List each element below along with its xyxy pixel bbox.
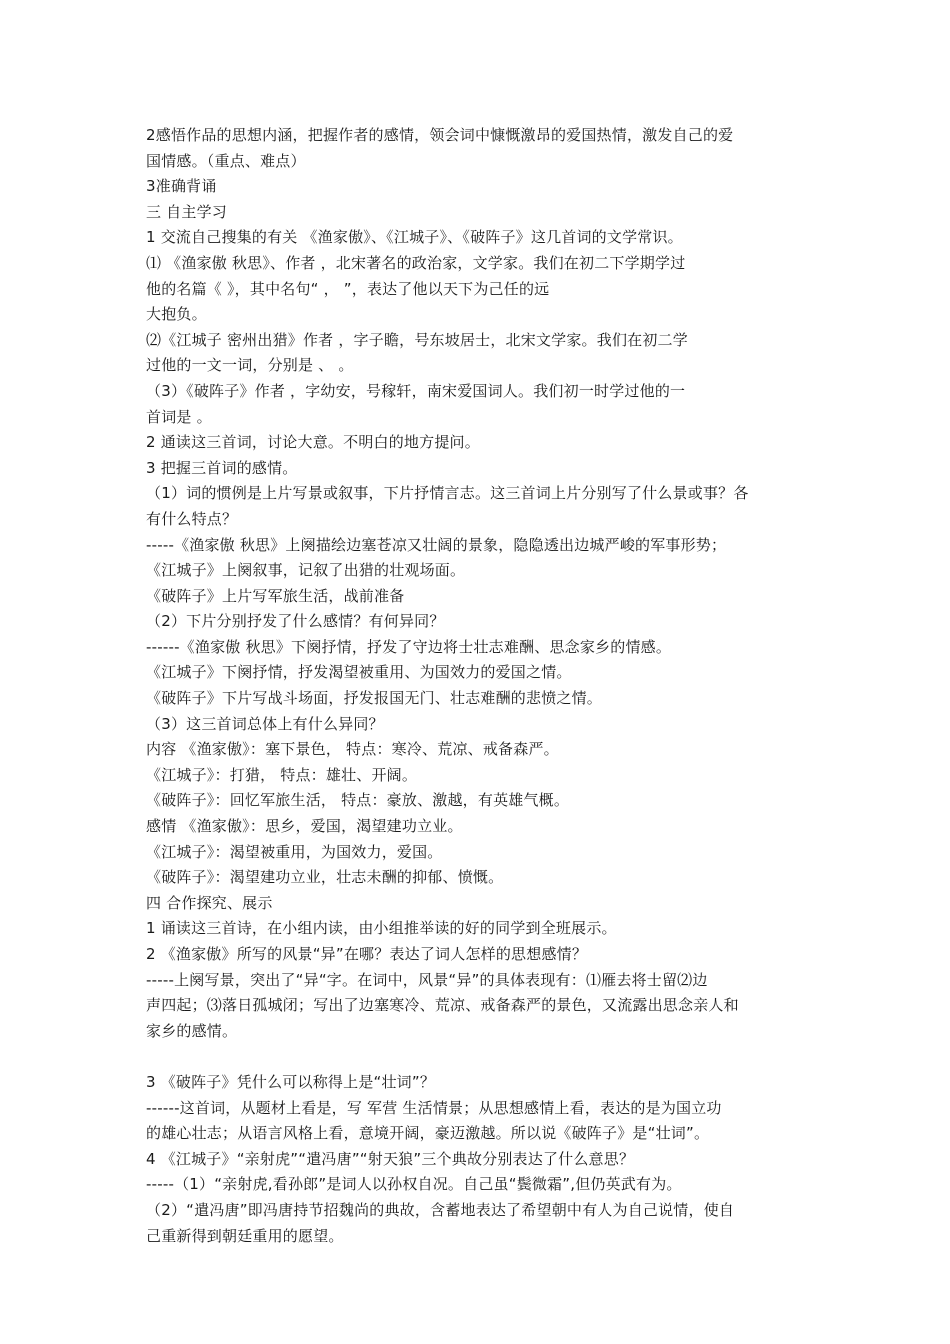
text-line: 过他的一文一词，分别是 、 。 — [146, 356, 354, 375]
text-line: 3准确背诵 — [146, 177, 217, 196]
text-line: （2）“遣冯唐”即冯唐持节招魏尚的典故，含蓄地表达了希望朝中有人为自己说情，使自 — [146, 1200, 735, 1219]
text-line: （3）《破阵子》作者 ，字幼安，号稼轩，南宋爱国词人。我们初一时学过他的一 — [146, 381, 686, 400]
text-line: 《破阵子》下片写战斗场面，抒发报国无门、壮志难酬的悲愤之情。 — [146, 689, 603, 708]
text-line: 2感悟作品的思想内涵，把握作者的感情，领会词中慷慨激昂的爱国热情，激发自己的爱 — [146, 126, 734, 144]
text-line: 首词是 。 — [146, 407, 212, 426]
text-line: 《江城子》下阕抒情，抒发渴望被重用、为国效力的爱国之情。 — [146, 663, 572, 682]
text-line: 《破阵子》：渴望建功立业，壮志未酬的抑郁、愤慨。 — [146, 868, 504, 887]
text-line: 2 《渔家傲》所写的风景“异”在哪？表达了词人怎样的思想感情？ — [146, 945, 588, 963]
text-line — [146, 1044, 810, 1070]
text-line: 国情感。（重点、难点） — [146, 151, 306, 170]
text-line: 三 自主学习 — [146, 202, 227, 221]
text-line: 大抱负。 — [146, 305, 207, 324]
text-line: 1 交流自己搜集的有关 《渔家傲》、《江城子》、《破阵子》这几首词的文学常识。 — [146, 228, 683, 247]
text-line: 他的名篇《 》，其中名句“ ， ”，表达了他以天下为己任的远 — [146, 279, 550, 298]
text-line: 家乡的感情。 — [146, 1021, 238, 1040]
text-line: 内容 《渔家傲》：塞下景色， 特点：寒冷、荒凉、戒备森严。 — [146, 740, 559, 759]
text-line: -----（1）“亲射虎,看孙郎”是词人以孙权自况。自己虽“鬓微霜”,但仍英武有为。 — [146, 1175, 682, 1194]
text-line: 《江城子》：打猎， 特点：雄壮、开阔。 — [146, 765, 418, 784]
text-line: ------《渔家傲 秋思》下阕抒情，抒发了守边将士壮志难酬、思念家乡的情感。 — [146, 637, 672, 656]
text-line: 3 把握三首词的感情。 — [146, 458, 298, 477]
text-line: 3 《破阵子》凭什么可以称得上是“壮词”？ — [146, 1072, 436, 1091]
text-line: （2）下片分别抒发了什么感情？有何异同？ — [146, 612, 445, 631]
text-line: 四 合作探究、展示 — [146, 893, 273, 912]
text-line: 《破阵子》：回忆军旅生活， 特点：豪放、激越，有英雄气概。 — [146, 791, 570, 810]
text-line: 的雄心壮志；从语言风格上看，意境开阔，豪迈激越。所以说《破阵子》是“壮词”。 — [146, 1124, 710, 1143]
text-line: 1 诵读这三首诗，在小组内读，由小组推举读的好的同学到全班展示。 — [146, 919, 617, 938]
text-line: 声四起；⑶落日孤城闭；写出了边塞寒冷、荒凉、戒备森严的景色，又流露出思念亲人和 — [146, 996, 739, 1015]
text-line: 《破阵子》上片写军旅生活，战前准备 — [146, 586, 405, 605]
text-line: ⑵《江城子 密州出猎》作者 ，字子瞻，号东坡居士，北宋文学家。我们在初二学 — [146, 330, 688, 349]
text-line: 《江城子》：渴望被重用，为国效力，爱国。 — [146, 842, 443, 861]
text-line: 感情 《渔家傲》：思乡，爱国，渴望建功立业。 — [146, 817, 463, 836]
text-line: ⑴ 《渔家傲 秋思》、作者 ，北宋著名的政治家，文学家。我们在初二下学期学过 — [146, 253, 686, 272]
text-line: 己重新得到朝廷重用的愿望。 — [146, 1226, 344, 1245]
text-line: （3）这三首词总体上有什么异同？ — [146, 714, 384, 733]
text-line: 有什么特点？ — [146, 509, 238, 528]
text-line: （1）词的惯例是上片写景或叙事，下片抒情言志。这三首词上片分别写了什么景或事？各 — [146, 484, 749, 503]
text-line: 《江城子》上阕叙事，记叙了出猎的壮观场面。 — [146, 561, 466, 580]
text-line: 2 通读这三首词，讨论大意。不明白的地方提问。 — [146, 433, 480, 452]
text-line: 4 《江城子》“亲射虎”“遣冯唐”“射天狼”三个典故分别表达了什么意思？ — [146, 1149, 635, 1168]
text-line: -----《渔家傲 秋思》上阕描绘边塞苍凉又壮阔的景象，隐隐透出边城严峻的军事形势； — [146, 535, 727, 554]
text-line: ------这首词，从题材上看是，写 军营 生活情景；从思想感情上看，表达的是为国立功 — [146, 1098, 722, 1117]
text-line: -----上阕写景，突出了“异“字。在词中，风景“异”的具体表现有：⑴雁去将士留⑵边 — [146, 970, 708, 989]
document-body — [146, 123, 810, 1249]
